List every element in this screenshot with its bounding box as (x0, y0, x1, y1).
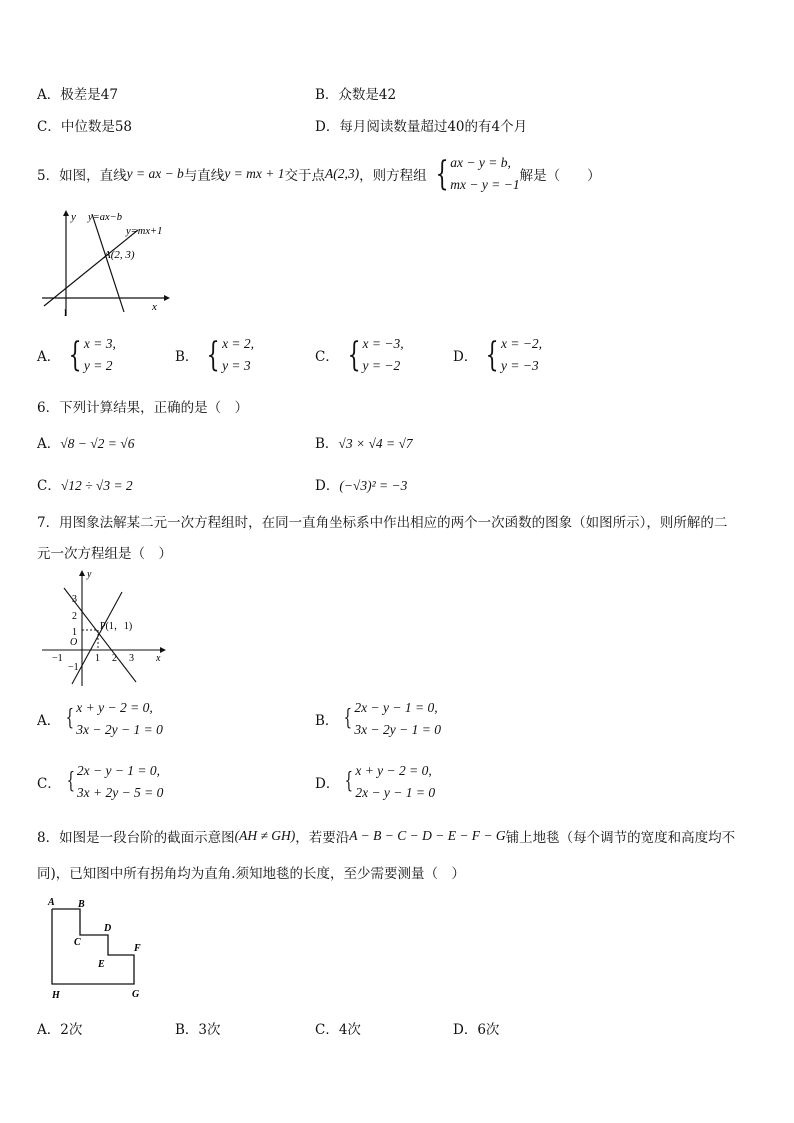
q6-option-c (37, 474, 133, 494)
q8-label-c: C (74, 937, 81, 948)
q5-label-y: y (71, 211, 76, 223)
q8-stem-post: 铺上地毯（每个调节的宽度和高度均不 (505, 830, 736, 846)
q5-label-x: x (152, 301, 157, 313)
q4-option-c: C．中位数是58 (37, 119, 133, 135)
q8-option-text: 2次 (60, 1022, 83, 1038)
q7-tick-x1: 1 (95, 653, 100, 664)
q7-option-line1: 2x − y − 1 = 0, (354, 700, 438, 715)
q6-stem: 6．下列计算结果，正确的是（ ） (37, 400, 249, 416)
q7-option-a: A． { x + y − 2 = 0, 3x − 2y − 1 = 0 (37, 697, 163, 741)
q8-label-a: A (48, 897, 55, 908)
q7-option-line1: x + y − 2 = 0, (76, 700, 153, 715)
q5-line-mx-1 (44, 230, 138, 306)
q5-option-line2: y = −2 (362, 358, 401, 373)
q8-option-text: 6次 (477, 1022, 500, 1038)
q6-option-expr: √3 × √4 = √7 (338, 436, 413, 451)
q4-option-b: B．众数是42 (315, 87, 397, 103)
q7-option-line2: 2x − y − 1 = 0 (355, 785, 436, 800)
q8-label-d: D (104, 923, 112, 934)
q8-stem-mid: ，若要沿 (295, 830, 350, 846)
q5-option-label: B． (175, 349, 199, 365)
q5-option-line1: x = −3, (362, 336, 404, 351)
q8-label-h: H (52, 990, 60, 1001)
q7-option-label: B． (315, 713, 339, 729)
q7-tick-y1: 1 (72, 627, 77, 638)
q7-graph (40, 566, 170, 688)
q5-mid2: 交于点 (284, 168, 326, 184)
q7-tick-x2: 2 (112, 653, 117, 664)
q7-y-arrow (79, 570, 85, 576)
q8-option-b (175, 1018, 221, 1038)
q7-option-d: D． { x + y − 2 = 0, 2x − y − 1 = 0 (315, 760, 435, 804)
q8-stem-path: A − B − C − D − E − F − G (349, 828, 506, 843)
q5-line1: y = ax − b (126, 166, 184, 181)
q5-system (427, 152, 520, 196)
q8-option-a (37, 1018, 82, 1038)
q8-stem-pre: 8．如图是一段台阶的截面示意图 (37, 830, 235, 846)
q5-x-arrow (164, 295, 170, 301)
q8-option-label: D． (453, 1022, 478, 1038)
q7-option-label: D． (315, 776, 340, 792)
q5-mid1: 与直线 (183, 168, 225, 184)
q5-option-label: C． (315, 349, 339, 365)
q7-option-c: C． { 2x − y − 1 = 0, 3x + 2y − 5 = 0 (37, 760, 163, 804)
q5-option-a: A． { x = 3, y = 2 (37, 335, 116, 375)
q5-option-d: D． { x = −2, y = −3 (453, 335, 543, 375)
q7-option-line2: 3x − 2y − 1 = 0 (76, 722, 163, 737)
q5-option-label: D． (453, 349, 478, 365)
q6-option-expr: √12 ÷ √3 = 2 (60, 478, 133, 493)
q8-figure (40, 893, 160, 1005)
q7-option-label: A． (37, 713, 61, 729)
q7-tick-xm1: −1 (52, 653, 63, 664)
q8-label-f: F (134, 943, 141, 954)
q8-option-text: 4次 (338, 1022, 361, 1038)
q5-mid3: ，则方程组 (359, 168, 427, 184)
q7-tick-x3: 3 (129, 653, 134, 664)
q7-option-label: C． (37, 776, 61, 792)
q5-option-label: A． (37, 349, 61, 365)
q8-stem-line2: 同)，已知图中所有拐角均为直角.须知地毯的长度，至少需要测量（ ） (37, 866, 466, 882)
q5-stem-post: 解是（ ） (519, 168, 601, 184)
q7-stem-line2: 元一次方程组是（ ） (37, 546, 172, 562)
q5-option-line1: x = 2, (222, 336, 255, 351)
q6-option-expr: √8 − √2 = √6 (60, 436, 135, 451)
q6-option-a (37, 432, 134, 452)
q8-option-text: 3次 (198, 1022, 221, 1038)
q5-option-c: C． { x = −3, y = −2 (315, 335, 404, 375)
q8-option-label: C． (315, 1022, 339, 1038)
q7-label-point: P(1，1) (100, 621, 133, 632)
q4-option-d: D．每月阅读数量超过40的有4个月 (315, 119, 528, 135)
q5-label-line1: y=ax−b (88, 212, 122, 223)
q5-y-arrow (63, 210, 69, 216)
q5-option-line2: y = 2 (83, 358, 113, 373)
q7-stem-line1: 7．用图象法解某二元一次方程组时，在同一直角坐标系中作出相应的两个一次函数的图象（如图所示），则所解的二 (37, 515, 728, 531)
q5-line2: y = mx + 1 (224, 166, 285, 181)
q5-option-b: B． { x = 2, y = 3 (175, 335, 255, 375)
q6-option-label: B． (315, 436, 339, 452)
q6-option-label: C． (37, 478, 61, 494)
q7-tick-y3: 3 (72, 594, 77, 605)
q7-tick-ym1: −1 (68, 662, 79, 673)
q5-option-line1: x = −2, (500, 336, 543, 351)
q8-stem-line1 (37, 826, 735, 846)
q6-option-label: A． (37, 436, 61, 452)
q8-option-c (315, 1018, 361, 1038)
q5-label-line2: y=mx+1 (126, 226, 163, 237)
q7-line-2 (72, 592, 122, 684)
q7-option-line1: 2x − y − 1 = 0, (76, 763, 161, 778)
q7-option-line1: x + y − 2 = 0, (355, 763, 432, 778)
q5-label-origin: l (64, 308, 67, 318)
q7-option-line2: 3x + 2y − 5 = 0 (76, 785, 164, 800)
q8-label-g: G (132, 989, 140, 1000)
q6-option-d (315, 474, 407, 494)
q7-option-line2: 3x − 2y − 1 = 0 (354, 722, 441, 737)
q5-stem-pre: 5．如图，直线 (37, 168, 127, 184)
q8-staircase (52, 909, 134, 984)
q5-point: A(2,3) (325, 166, 360, 181)
q7-label-x: x (156, 653, 161, 664)
q5-label-point: A(2, 3) (104, 249, 135, 261)
q8-option-label: A． (37, 1022, 61, 1038)
q8-option-label: B． (175, 1022, 199, 1038)
q5-stem (37, 152, 601, 196)
q8-stem-math: (AH ≠ GH) (234, 828, 296, 843)
q5-graph (38, 206, 173, 318)
q8-label-b: B (78, 899, 85, 910)
q6-option-b (315, 432, 413, 452)
q6-option-expr: (−√3)² = −3 (339, 478, 408, 493)
q5-brace: { (435, 154, 449, 194)
q7-label-origin: O (70, 637, 78, 648)
q6-option-label: D． (315, 478, 340, 494)
q8-option-d (453, 1018, 499, 1038)
q7-option-b: B． { 2x − y − 1 = 0, 3x − 2y − 1 = 0 (315, 697, 441, 741)
q5-option-line2: y = −3 (500, 358, 539, 373)
q5-option-line2: y = 3 (222, 358, 251, 373)
q7-x-arrow (160, 647, 166, 653)
q8-label-e: E (98, 959, 105, 970)
q7-tick-y2: 2 (72, 611, 77, 622)
q4-option-a: A．极差是47 (37, 87, 118, 103)
q5-sys-line1: ax − y = b, (450, 155, 511, 170)
q7-label-y: y (87, 569, 92, 580)
q5-sys-line2: mx − y = −1 (450, 177, 520, 192)
q5-option-line1: x = 3, (83, 336, 116, 351)
